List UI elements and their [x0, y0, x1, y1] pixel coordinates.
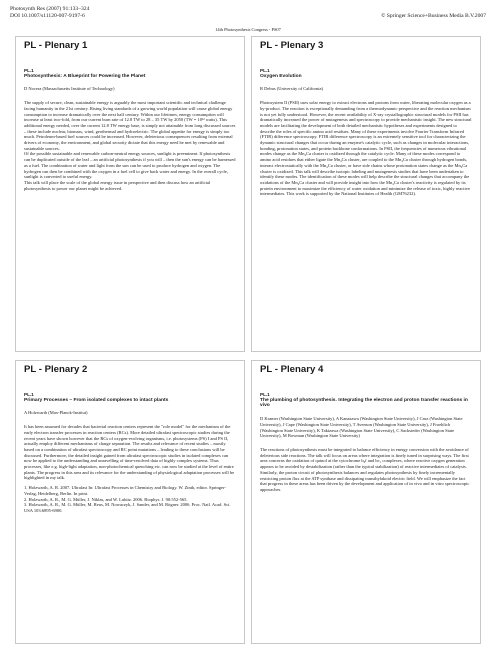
paragraph: The supply of secure, clean, sustainable energy is arguably the most important scientific and technical challenge facing humanity in the 21st century. Rising living standards of a growing world population will cause global energy consumption to increase dramatically over the next half century. Within our lifetimes, energy consumption will increase at least two-fold, from our current burn rate of 12.8 TW to 28 – 35 TW by 2050 (TW = 10¹² watts). This additional energy needed, over the current 12.8 TW energy base, is simply not attainable from long discussed sources – these include nuclear, biomass, wind, geothermal and hydroelectric. The global appetite for energy is simply too much. Petroleum-based fuel sources could be increased. However, deleterious consequences resulting from external drivers of economy, the environment, and global security dictate that this energy need be met by renewable and sustainable sources. — [24, 100, 236, 151]
abstract-code: PL.1 — [260, 392, 270, 397]
paragraph: It has been assumed for decades that bacterial reaction centers represent the "role model" for the mechanism of the early electron transfer processes in reaction centers (RCs). More detailed ultrafast spectroscopic studies during the recent years have shown however that the RCs of oxygen-evolving organisms, i.e. photosystems (PS) I and PS II, actually employ different mechanisms of charge separation. The results and relevance of recent studies – mostly based on a combination of ultrafast spectroscopy and RC point mutations – leading to these conclusions will be discussed. Furthermore, the detailed insight gained from ultrafast spectroscopic studies in isolated complexes can now be applied to the understanding and unravelling of time-resolved data of highly complex systems. Thus processes, like e.g. high-light adaptation, non-photochemical quenching etc. can now be studied at the level of entire plants. The progress in this area and its relevance for the understanding of physiological adaptation processes will be highlighted in my talk. — [24, 424, 235, 481]
abstract-title: The plumbing of photosynthesis. Integrating the electron and proton transfer reactions in vivo — [260, 397, 468, 409]
abstract-title: Oxygen Evolution — [260, 73, 302, 79]
abstract-body — [260, 447, 472, 493]
doi[interactable]: DOI 10.1007/s11120-007-9197-6 — [10, 13, 85, 20]
abstract-code: PL.1 — [24, 392, 34, 397]
paragraph: Photosystem II (PSII) uses solar energy to extract electrons and protons from water, liberating molecular oxygen as a by-product. The reaction is exceptionally demanding from a thermodynamic perspective and the reaction mechanism is not yet fully understood. However, the recent availability of X-ray crystallographic structural models for PSII has dramatically increased the power of mutagenesis and spectroscopy to provide mechanistic insight. The new structural models are facilitating the development of both detailed mechanistic hypotheses and experiments designed to describe the roles of specific amino acid residues. Many of these experiments involve Fourier Transform Infrared (FTIR) difference spectroscopy. FTIR difference spectroscopy is an extremely sensitive tool for characterizing the dynamic structural changes that occur during an enzyme's catalytic cycle, such as changes in molecular interactions, bonding, protonation states, and protein backbone conformations. In PSII, the frequencies of numerous vibrational modes change as the Mn₄Ca cluster is oxidized through the catalytic cycle. Many of these modes correspond to amino acid residues that either ligate the Mn₄Ca cluster, are coupled to the Mn₄Ca cluster through hydrogen bonds, interact electrostatically with the Mn₄Ca cluster, or have side chains whose protonation states change as the Mn₄Ca cluster is oxidized. This talk will describe isotopic labeling and mutagenesis studies that have been undertaken to identify these modes. The identification of these modes will help describe the structural changes that accompany the oxidations of the Mn₄Ca cluster and will provide insight into how the Mn₄Ca cluster's reactivity is regulated by its protein environment to maximize the efficiency of water oxidation and minimize the release of toxic, highly reactive intermediates. This work is supported by the National Institutes of Health (GM76232). — [260, 100, 472, 197]
panel-title: PL - Plenary 4 — [260, 364, 324, 375]
abstract-title: Primary Processes – From isolated complexes to intact plants — [24, 397, 169, 403]
panel-title: PL - Plenary 3 — [260, 40, 324, 51]
abstract-authors: D Nocera (Massachusetts Institute of Technology) — [24, 86, 115, 92]
conference-name: 14th Photosynthesis Congress - PS07 — [215, 27, 281, 32]
plenary-4-panel — [251, 360, 481, 644]
abstract-code: PL.1 — [260, 68, 270, 73]
abstract-authors: R Debus (University of California) — [260, 86, 323, 92]
panel-title: PL - Plenary 2 — [24, 364, 88, 375]
paragraph: This talk will place the scale of the global energy issue in perspective and then discuss how an artificial photosynthesis to power our planet might be achieved. — [24, 179, 211, 191]
abstract-body — [24, 100, 236, 191]
journal-citation: Photosynth Res (2007) 91:133–324 — [10, 6, 90, 12]
panel-title: PL - Plenary 1 — [24, 40, 88, 51]
plenary-2-panel — [15, 360, 245, 644]
publisher-copyright: © Springer Science+Business Media B.V.2007 — [381, 13, 486, 19]
plenary-1-panel — [15, 36, 245, 352]
abstract-authors: A Holzwarth (Max-Planck-Institut) — [24, 410, 88, 416]
paragraph: The reactions of photosynthesis must be integrated to balance efficiency in energy conversion with the avoidance of deleterious side reactions. The talk will focus on areas where integration is finely tuned in surprising ways. The first area concerns the oxidation of quinol at the cytochrome b₆f and bc₁ complexes, where reactive oxygen generation appears to be avoided by destabilization (rather than the typical stabilization) of reactive intermediates of catalysis. Similarly, the proton circuit of photosynthesis balances and regulates photosynthesis by finely incrementally restricting proton flux at the ATP synthase and dissipating transthylakoid electric field. We will emphasize the fact that progress in these areas has been driven by the development and application of in vivo and in vitro spectroscopic approaches. — [260, 447, 470, 492]
journal-header — [10, 6, 486, 20]
reference-list — [24, 485, 236, 514]
paragraph: Of the possible sustainable and renewable carbon-neutral energy sources, sunlight is preeminent. If photosynthesis can be duplicated outside of the leaf – an artificial photosynthesis if you will – then the sun's energy can be harnessed as a fuel. The combination of water and light from the sun can be used to produce hydrogen and oxygen. The hydrogen can then be combined with the oxygen in a fuel cell to give back water and energy. In the overall cycle, sunlight is converted to useful energy. — [24, 151, 236, 180]
reference-item: 3. Holzwarth, A. R., M. G. Müller, M. Reus, M. Nowaczyk, J. Sander, and M. Rögner. 2006. Proc. Natl. Acad. Sci. USA 103:6895-6900. — [24, 502, 231, 513]
reference-item: 2. Holzwarth, A. R., M. G. Müller, J. Niklas, and W. Lubitz. 2006. Biophys. J. 90:552-565. — [24, 496, 188, 502]
abstract-body — [24, 424, 236, 514]
abstract-body — [260, 100, 472, 197]
abstract-authors: D Kramer (Washington State University), A Kanazawa (Washington State University), J Cruz (Washington State University), J Cape (Washington State University), T Avenson (Washington State University), J Froehlich (Washington State University), K Takizawa (Washington State University), C Sacksteder (Washington State University), M Bowman (Washington State University) — [260, 416, 463, 439]
abstract-title: Photosynthesis: A Blueprint for Powering the Planet — [24, 73, 146, 79]
plenary-3-panel — [251, 36, 481, 352]
reference-item: 1. Holzwarth, A. R. 2007. Ultrafast In: Ultrafast Processes in Chemistry and Biology. W. Zinth, editor. Springer-Verlag, Heidelberg, Berlin. In print. — [24, 485, 226, 496]
abstract-code: PL.1 — [24, 68, 34, 73]
